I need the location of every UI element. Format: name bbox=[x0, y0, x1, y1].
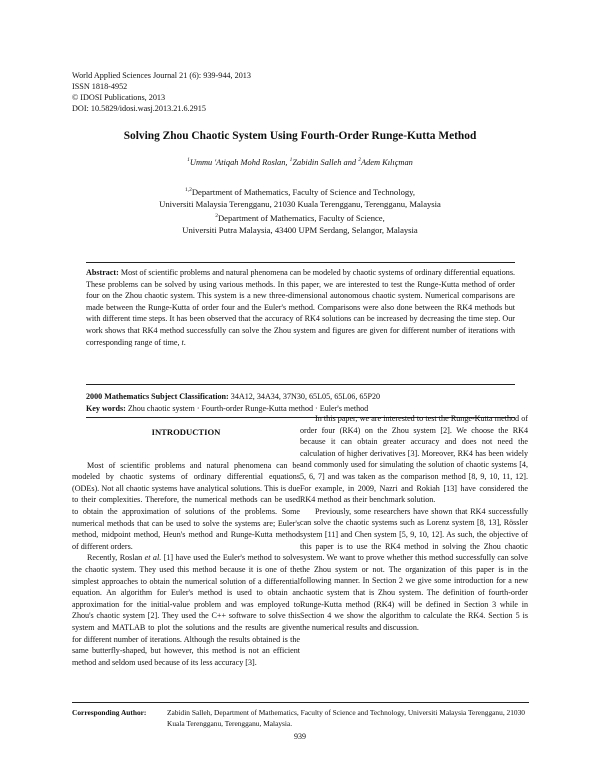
intro-paragraph-4: Previously, some researchers have shown that RK4 successfully can solve the chaotic systems such as Lorenz system [8, 13], Rössler system [11] and Chen system [5, 9, 10, 12]. As such, the objective of this paper is to use the RK4 method in solving the Zhou chaotic system. We want to prove whether this method successfully can solve the Zhou system or not. The organization of this paper is in the following manner. In Section 2 we give some introduction for a new chaotic system that is Zhou system. The definition of fourth-order Runge-Kutta method (RK4) will be defined in Section 3 while in Section 4 we show the algorithm to calculate the RK4. Section 5 is the numerical results and discussion. bbox=[300, 506, 528, 632]
journal-info bbox=[72, 70, 251, 114]
affiliation-line-2 bbox=[0, 198, 600, 210]
affiliation-line-1 bbox=[0, 184, 600, 198]
affiliation-1-sup: 1,2 bbox=[184, 187, 192, 193]
author-1-affiliation: 1 bbox=[187, 157, 190, 163]
msc-line bbox=[86, 391, 515, 403]
intro-paragraph-2-etal: et al. bbox=[144, 553, 162, 563]
keywords-value: Zhou chaotic system · Fourth-order Runge-Kutta method · Euler's method bbox=[125, 403, 369, 413]
affiliation-4-text: Universiti Putra Malaysia, 43400 UPM Serdang, Selangor, Malaysia bbox=[182, 224, 418, 235]
right-column bbox=[300, 413, 528, 633]
page-number: 939 bbox=[294, 732, 306, 741]
journal-doi: DOI: 10.5829/idosi.wasj.2013.21.6.2915 bbox=[72, 104, 206, 113]
section-heading-introduction: INTRODUCTION bbox=[151, 427, 221, 437]
author-2-affiliation: 1 bbox=[289, 157, 293, 163]
intro-paragraph-2-text-b: [1] have used the Euler's method to solve the chaotic system. They used this method because it is one of the simplest approaches to obtain the numerical solution of a differential equation. An algorithm for Euler's method is used to obtain an approximation for the initial-value problem and was employed to Zhou's chaotic system [2]. They used the C++ software to solve this system and MATLAB to plot the solutions and the results are given for different number of iterations. Although the results obtained is the same butterfly-shaped, but however, this method is not an efficient method and seldom used because of its less accuracy [3]. bbox=[72, 553, 301, 667]
abstract-bottom-rule bbox=[86, 384, 515, 385]
journal-issn: ISSN 1818-4952 bbox=[72, 82, 128, 91]
journal-citation: World Applied Sciences Journal 21 (6): 939-944, 2013 bbox=[72, 71, 251, 80]
abstract: Abstract: Most of scientific problems and natural phenomena can be modeled by chaotic systems of ordinary differential equations. These problems can be solved by using various methods. In this paper, we are interested to test the Runge-Kutta method of order four on the Zhou chaotic system. This system is a new three-dimensional autonomous chaotic system. Numerical comparisons are made between the Runge-Kutta of order four and the Euler's method. Comparisons were also done between the RK4 methods but with different time steps. It has been observed that the accuracy of RK4 solutions can be increased by decreasing the time step. Our work shows that RK4 method successfully can solve the Zhou system and figures are given for different number of iterations with corresponding range of time, t. bbox=[86, 268, 515, 347]
abstract-text: Most of scientific problems and natural phenomena can be modeled by chaotic systems of ordinary differential equations. These problems can be solved by using various methods. In this paper, we are interested to test the Runge-Kutta method of order four on the Zhou chaotic system. This system is a new three-dimensional autonomous chaotic system. Numerical comparisons are made between the Runge-Kutta of order four and the Euler's method. Comparisons were also done between the RK4 methods but with different time steps. It has been observed that the accuracy of RK4 solutions can be increased by decreasing the time step. Our work shows that RK4 method successfully can solve the Zhou system and figures are given for different number of iterations with corresponding range of time, bbox=[86, 268, 515, 347]
author-list bbox=[0, 157, 600, 167]
keywords-label: Key words: bbox=[86, 403, 126, 413]
affiliation-line-3 bbox=[0, 210, 600, 224]
author-2-name: Zabidin Salleh and bbox=[292, 157, 359, 167]
intro-paragraph-2 bbox=[72, 552, 300, 668]
affiliation-3-text: Department of Mathematics, Faculty of Science, bbox=[217, 212, 385, 223]
corresponding-author-label: Corresponding Author: bbox=[72, 708, 147, 717]
intro-paragraph-2-text-a: Recently, Roslan bbox=[87, 553, 145, 563]
affiliation-3-sup: 2 bbox=[215, 212, 218, 219]
footer-rule bbox=[72, 702, 529, 703]
affiliation-1-text: Department of Mathematics, Faculty of Science and Technology, bbox=[191, 186, 416, 197]
author-1-name: Ummu 'Atiqah Mohd Roslan, bbox=[189, 157, 290, 167]
affiliation-2-text: Universiti Malaysia Terengganu, 21030 Kuala Terengganu, Terengganu, Malaysia bbox=[159, 198, 441, 209]
author-3-affiliation: 2 bbox=[358, 157, 361, 163]
classification-block bbox=[86, 391, 515, 414]
corresponding-author-text: Zabidin Salleh, Department of Mathematics, Faculty of Science and Technology, Universiti Malaysia Terengganu, 21030 Kuala Terengganu, Terengganu, Malaysia. bbox=[167, 708, 525, 728]
intro-paragraph-1-text: Most of scientific problems and natural phenomena can be modeled by chaotic systems of ordinary differential equations (ODEs). Not all chaotic systems have analytical solutions. This is due to their complexities. Therefore, the numerical methods can be used to obtain the approximation of solutions of the problems. Some numerical methods that can be used to solve the systems are; Euler's method, midpoint method, Heun's method and Runge-Kutta method of different orders. bbox=[72, 460, 300, 551]
affiliation-line-4 bbox=[0, 224, 600, 236]
paper-title: Solving Zhou Chaotic System Using Fourth-Order Runge-Kutta Method bbox=[123, 130, 477, 142]
affiliations bbox=[0, 184, 600, 236]
intro-paragraph-3: In this paper, we are interested to test the Runge-Kutta method of order four (RK4) on the Zhou system [2]. We choose the RK4 because it can obtain greater accuracy and does not need the calculation of higher derivatives [3]. Moreover, RK4 has been widely and commonly used for simulating the solution of chaotic systems [4, 5, 6, 7] and was taken as the comparison method [8, 9, 10, 11, 12]. For example, in 2009, Nazri and Rokiah [13] have considered the RK4 method as their benchmark solution. bbox=[300, 414, 528, 505]
journal-copyright: © IDOSI Publications, 2013 bbox=[72, 93, 166, 102]
abstract-label: Abstract: bbox=[86, 268, 119, 277]
msc-label: 2000 Mathematics Subject Classification: bbox=[86, 392, 229, 401]
abstract-time-variable: t bbox=[181, 337, 184, 347]
intro-paragraph-1 bbox=[72, 460, 300, 553]
left-column bbox=[72, 427, 300, 668]
abstract-top-rule bbox=[86, 262, 515, 263]
msc-value: 34A12, 34A34, 37N30, 65L05, 65L06, 65P20 bbox=[228, 392, 381, 401]
author-3-name: Adem Kılıçman bbox=[360, 157, 413, 167]
